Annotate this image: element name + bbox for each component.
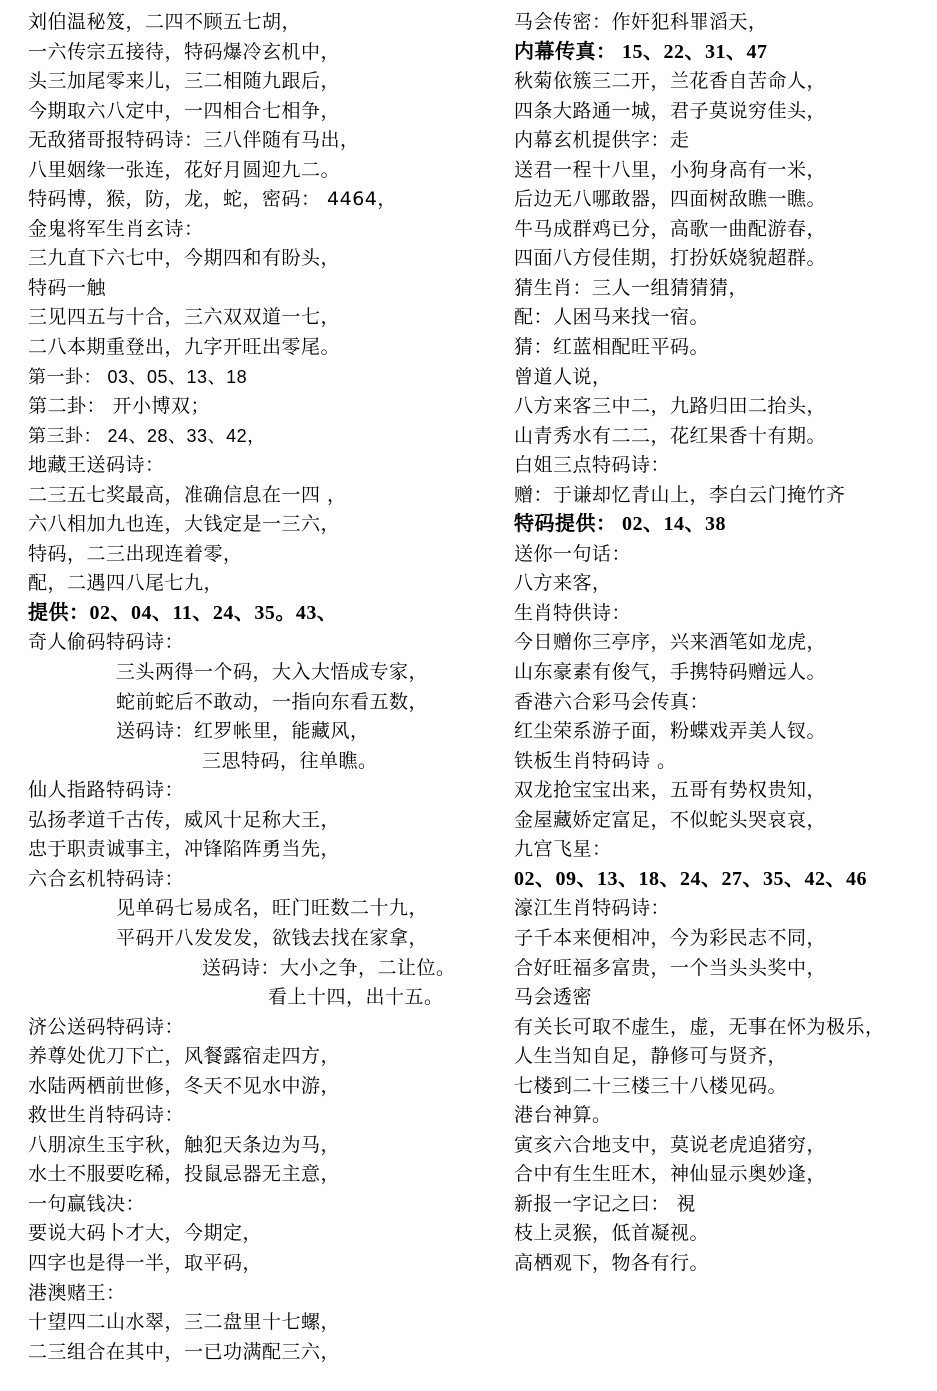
text-line: 特码提供： 02、14、38 (514, 513, 726, 536)
text-line: 送君一程十八里，小狗身高有一米， (514, 158, 827, 181)
text-line: 02、09、13、18、24、27、35、42、46 (514, 867, 867, 890)
text-line: 内幕玄机提供字：走 (514, 129, 690, 152)
text-line: 一句赢钱决： (28, 1192, 146, 1215)
text-line: 六八相加九也连，大钱定是一三六， (28, 513, 341, 536)
text-line: 八朋凉生玉宇秋，触犯天条边为马， (28, 1133, 341, 1156)
text-line: 救世生肖特码诗： (28, 1104, 185, 1127)
text-line: 寅亥六合地支中，莫说老虎追猪穷， (514, 1133, 827, 1156)
text-line: 新报一字记之曰： 視 (514, 1192, 697, 1215)
text-line: 生肖特供诗： (514, 601, 632, 624)
text-line: 高栖观下，物各有行。 (514, 1251, 710, 1274)
text-line: 二三五七奖最高，准确信息在一四 ， (28, 483, 347, 506)
text-line: 第一卦： 03、05、13、18 (28, 366, 248, 387)
text-line: 合好旺福多富贵，一个当头头奖中， (514, 956, 827, 979)
text-line: 红尘荣系游子面，粉蝶戏弄美人钗。 (514, 720, 827, 743)
text-line: 猜：红蓝相配旺平码。 (514, 336, 710, 359)
text-line: 人生当知自足，静修可与贤齐， (514, 1045, 788, 1068)
text-line: 济公送码特码诗： (28, 1015, 185, 1038)
text-line: 提供：02、04、11、24、35。43、 (28, 601, 338, 624)
text-line: 四面八方侵佳期，打扮妖娆貌超群。 (514, 247, 827, 270)
text-line: 白姐三点特码诗： (514, 454, 671, 477)
text-line: 濠江生肖特码诗： (514, 897, 671, 920)
text-line: 三头两得一个码，大入大悟成专家， (116, 661, 429, 684)
text-line: 特码一触 (28, 276, 107, 299)
text-line: 无敌猪哥报特码诗：三八伴随有马出， (28, 129, 360, 152)
text-line: 枝上灵猴，低首凝视。 (514, 1222, 710, 1245)
text-line: 三思特码，往单瞧。 (202, 749, 378, 772)
text-line: 养尊处优刀下亡，风餐露宿走四方， (28, 1045, 341, 1068)
text-line: 八里姻缘一张连，花好月圆迎九二。 (28, 158, 341, 181)
text-line: 地藏王送码诗： (28, 454, 165, 477)
text-line: 第三卦： 24、28、33、42， (28, 425, 266, 446)
text-line: 特码，二三出现连着零， (28, 542, 243, 565)
text-line: 见单码七易成名，旺门旺数二十九， (116, 897, 429, 920)
text-line: 牛马成群鸡已分，高歌一曲配游春， (514, 217, 827, 240)
text-line: 港台神算。 (514, 1104, 612, 1127)
text-line: 马会透密 (514, 986, 593, 1009)
text-line: 四字也是得一半，取平码， (28, 1251, 263, 1274)
text-line: 平码开八发发发，欲钱去找在家拿， (116, 926, 429, 949)
text-line: 双龙抢宝宝出来，五哥有势权贵知， (514, 779, 827, 802)
text-line: 三见四五与十合，三六双双道一七， (28, 306, 341, 329)
text-line: 水土不服要吃稀，投鼠忌器无主意， (28, 1163, 341, 1186)
text-line: 马会传密：作奸犯科罪滔天， (514, 11, 768, 33)
text-line: 山青秀水有二二，花红果香十有期。 (514, 424, 827, 447)
text-line: 头三加尾零来儿，三二相随九跟后， (28, 70, 341, 93)
text-line: 配：人困马来找一宿。 (514, 306, 710, 329)
text-line: 七楼到二十三楼三十八楼见码。 (514, 1074, 788, 1097)
text-line: 金鬼将军生肖玄诗： (28, 217, 204, 240)
text-line: 猜生肖：三人一组猜猜猜， (514, 276, 749, 299)
text-line: 配，二遇四八尾七九， (28, 572, 224, 595)
text-line: 秋菊依簇三二开，兰花香自苦命人， (514, 70, 827, 93)
text-line: 十望四二山水翠，三二盘里十七螺， (28, 1311, 341, 1334)
text-line: 蛇前蛇后不敢动，一指向东看五数， (116, 690, 429, 713)
text-line: 三九直下六七中，今期四和有盼头， (28, 247, 341, 270)
text-line: 二三组合在其中，一已功满配三六， (28, 1340, 341, 1363)
text-line: 金屋藏娇定富足，不似蛇头哭哀哀， (514, 808, 827, 831)
text-line: 赠：于谦却忆青山上，李白云门掩竹齐 (514, 483, 846, 506)
text-line: 铁板生肖特码诗 。 (514, 749, 677, 772)
text-line: 今期取六八定中，一四相合七相争， (28, 99, 341, 122)
text-line: 港澳赌王： (28, 1281, 126, 1304)
text-line: 弘扬孝道千古传，威风十足称大王， (28, 808, 341, 831)
text-line: 仙人指路特码诗： (28, 779, 185, 802)
right-column (514, 8, 934, 1279)
text-line: 水陆两栖前世修，冬天不见水中游， (28, 1074, 341, 1097)
text-line: 特码博，猴，防，龙，蛇，密码： 4464， (28, 188, 397, 211)
text-line: 要说大码卜才大，今期定， (28, 1222, 263, 1245)
text-line: 送码诗：红罗帐里，能藏风， (116, 720, 370, 743)
text-line: 一六传宗五接待，特码爆冷玄机中， (28, 40, 341, 63)
text-line: 香港六合彩马会传真： (514, 690, 710, 713)
text-line: 四条大路通一城，君子莫说穷佳头， (514, 99, 827, 122)
left-column (28, 8, 498, 1367)
text-line: 子千本来便相冲，今为彩民志不同， (514, 926, 827, 949)
text-line: 看上十四，出十五。 (268, 986, 444, 1009)
text-line: 内幕传真： 15、22、31、47 (514, 40, 768, 63)
text-line: 山东豪素有俊气，手携特码赠远人。 (514, 661, 827, 684)
text-line: 六合玄机特码诗： (28, 867, 185, 890)
text-line: 二八本期重登出，九字开旺出零尾。 (28, 336, 341, 359)
text-line: 今日赠你三亭序，兴来酒笔如龙虎， (514, 631, 827, 654)
text-line: 第二卦： 开小博双； (28, 395, 211, 418)
text-line: 合中有生生旺木，神仙显示奥妙逢， (514, 1163, 827, 1186)
text-line: 八方来客， (514, 572, 612, 595)
text-line: 奇人偷码特码诗： (28, 631, 185, 654)
text-line: 刘伯温秘笈，二四不顾五七胡， (28, 11, 302, 33)
text-line: 送你一句话： (514, 542, 632, 565)
text-line: 八方来客三中二，九路归田二抬头， (514, 395, 827, 418)
text-line: 忠于职责诚事主，冲锋陷阵勇当先， (28, 838, 341, 861)
text-line: 曾道人说， (514, 365, 612, 388)
text-line: 后边无八哪敢器，四面树敌瞧一瞧。 (514, 188, 827, 211)
text-line: 有关长可取不虚生，虚，无事在怀为极乐， (514, 1015, 885, 1038)
text-line: 九宫飞星： (514, 838, 612, 861)
text-line: 送码诗：大小之争，二让位。 (202, 956, 456, 979)
